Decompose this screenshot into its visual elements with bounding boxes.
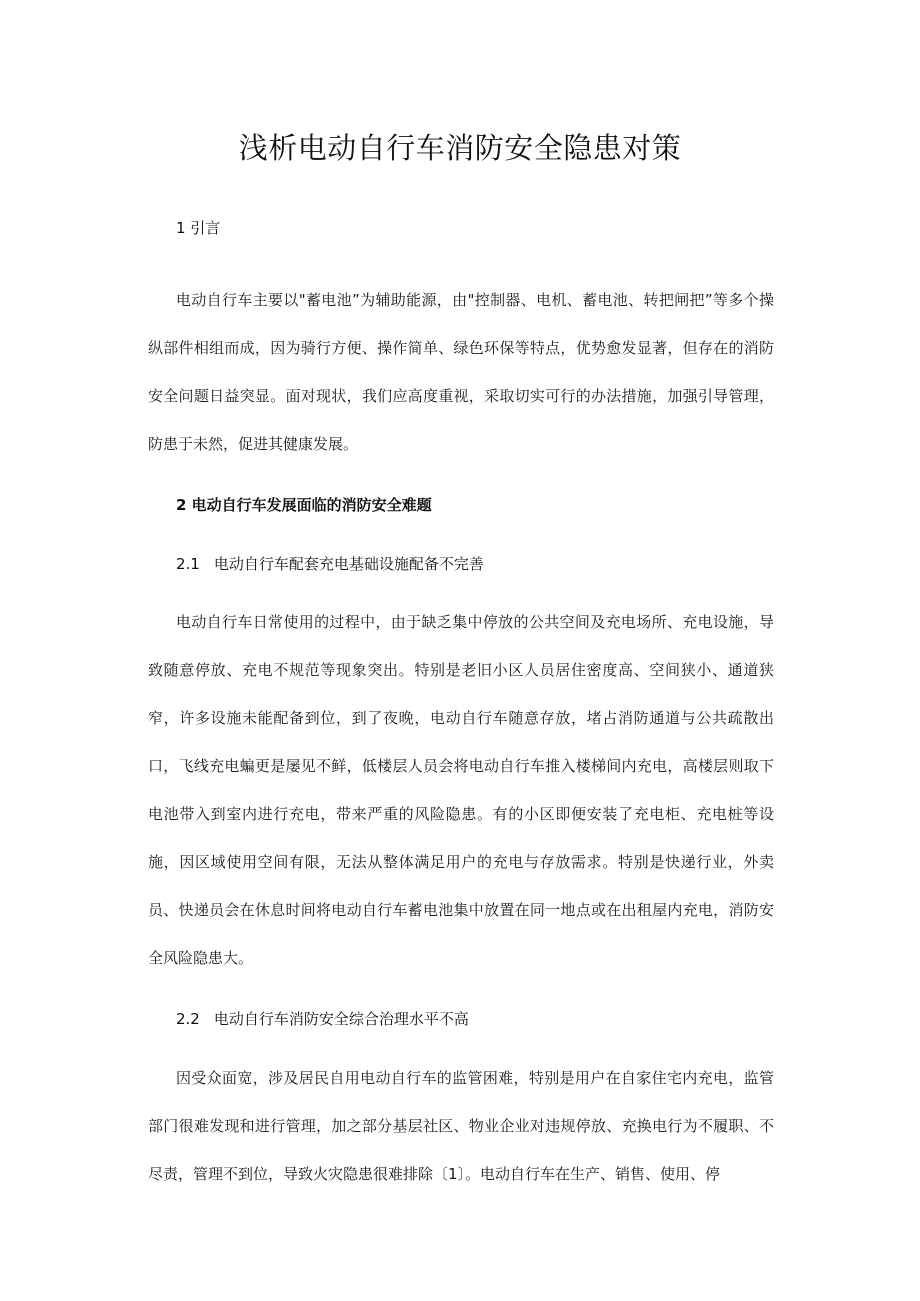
- section-heading-challenges: 2 电动自行车发展面临的消防安全难题: [176, 496, 432, 514]
- paragraph-introduction: 电动自行车主要以"蓄电池”为辅助能源，由"控制器、电机、蓄电池、转把闸把”等多个操纵部件相组而成，因为骑行方便、操作简单、绿色环保等特点，优势愈发显著，但存在的消防安全问题日益突显。面对现状，我们应高度重视，采取切实可行的办法措施，加强引导管理，防患于未然，促进其健康发展。: [148, 291, 774, 453]
- subsection-title: 电动自行车消防安全综合治理水平不高: [213, 1010, 469, 1028]
- subsection-heading-2-2: [176, 1007, 469, 1031]
- subsection-title: 电动自行车配套充电基础设施配备不完善: [213, 555, 484, 573]
- paragraph-governance: 因受众面宽，涉及居民自用电动自行车的监管困难，特别是用户在自家住宅内充电，监管部门很难发现和进行管理，加之部分基层社区、物业企业对违规停放、充换电行为不履职、不尽责，管理不到位，导致火灾隐患很难排除〔1〕。电动自行车在生产、销售、使用、停: [148, 1069, 774, 1183]
- paragraph-charging-infrastructure: 电动自行车日常使用的过程中，由于缺乏集中停放的公共空间及充电场所、充电设施，导致随意停放、充电不规范等现象突出。特别是老旧小区人员居住密度高、空间狭小、通道狭窄，许多设施未能配备到位，到了夜晚，电动自行车随意存放，堵占消防通道与公共疏散出口，飞线充电蝙更是屡见不鲜，低楼层人员会将电动自行车推入楼梯间内充电，高楼层则取下电池带入到室内进行充电，带来严重的风险隐患。有的小区即便安装了充电柜、充电桩等设施，因区域使用空间有限，无法从整体满足用户的充电与存放需求。特别是快递行业，外卖员、快递员会在休息时间将电动自行车蓄电池集中放置在同一地点或在出租屋内充电，消防安全风险隐患大。: [148, 613, 774, 967]
- subsection-heading-2-1: [176, 552, 484, 576]
- section-heading-introduction: 1 引言: [176, 219, 221, 237]
- document-title: 浅析电动自行车消防安全隐患对策: [238, 131, 682, 165]
- subsection-number: 2.1: [176, 555, 200, 573]
- subsection-number: 2.2: [176, 1010, 200, 1028]
